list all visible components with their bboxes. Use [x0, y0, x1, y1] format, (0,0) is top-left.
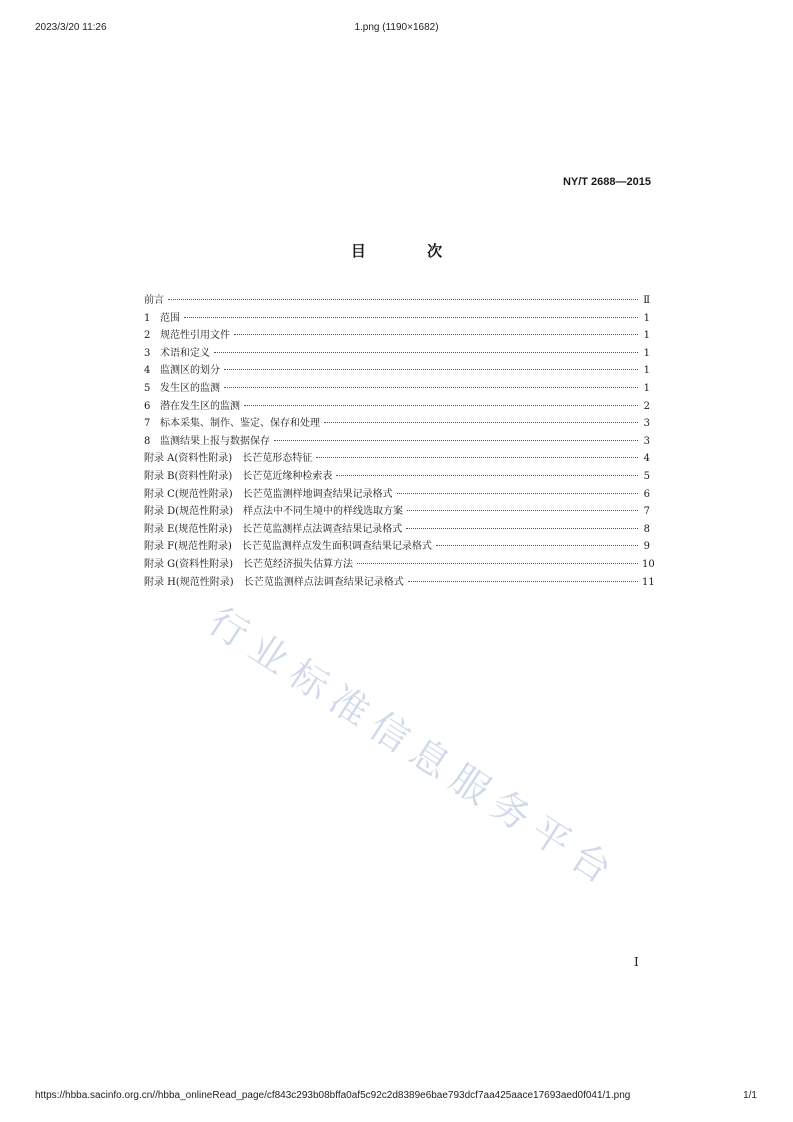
watermark: 行业标准信息服务平台 — [200, 598, 628, 898]
toc-entry-subtitle: 长芒苋监测样地调查结果记录格式 — [242, 488, 393, 500]
toc-entry-title: 范围 — [160, 312, 180, 324]
toc-entry-title: 附录 D(规范性附录) — [144, 506, 233, 518]
toc-entry[interactable] — [144, 433, 650, 451]
print-page-count: 1/1 — [743, 1090, 757, 1101]
toc-entry-title: 附录 F(规范性附录) — [144, 541, 232, 553]
toc-entry-label — [144, 486, 393, 504]
toc-entry-label — [144, 538, 432, 556]
toc-entry-title: 附录 G(资料性附录) — [144, 558, 233, 570]
toc-entry-subtitle: 长芒苋近缘种检索表 — [242, 470, 333, 482]
toc-dot-leader — [316, 457, 638, 458]
toc-entry-page: 7 — [643, 506, 650, 518]
toc-entry[interactable] — [144, 415, 650, 433]
toc-dot-leader — [234, 334, 638, 335]
toc-entry-title: 标本采集、制作、鉴定、保存和处理 — [160, 418, 320, 430]
toc-entry-page: 1 — [643, 347, 650, 359]
toc-entry[interactable] — [144, 310, 650, 328]
toc-entry[interactable] — [144, 521, 650, 539]
toc-entry-page: 3 — [643, 435, 650, 447]
toc-entry[interactable] — [144, 468, 650, 486]
toc-entry-page: 10 — [642, 558, 655, 570]
toc-entry-page: 2 — [643, 400, 650, 412]
page-number: I — [634, 955, 639, 969]
toc-entry-page: 1 — [643, 330, 650, 342]
toc-entry-subtitle: 长芒苋监测样点法调查结果记录格式 — [243, 576, 404, 588]
toc-dot-leader — [406, 528, 638, 529]
toc-entry-label — [144, 521, 402, 539]
toc-entry-subtitle: 长芒苋监测样点发生面积调查结果记录格式 — [241, 541, 432, 553]
toc-entry-page: 9 — [643, 541, 650, 553]
toc-entry-number: 8 — [144, 435, 151, 447]
toc-entry[interactable] — [144, 380, 650, 398]
toc-dot-leader — [436, 545, 638, 546]
toc-entry[interactable] — [144, 450, 650, 468]
toc-entry[interactable] — [144, 345, 650, 363]
toc-entry-number: 3 — [144, 347, 151, 359]
standard-code: NY/T 2688—2015 — [562, 176, 651, 188]
toc-entry[interactable] — [144, 292, 650, 310]
toc-dot-leader — [408, 581, 638, 582]
toc-entry-label — [160, 362, 220, 380]
toc-dot-leader — [244, 405, 638, 406]
toc-entry-title: 前言 — [144, 295, 164, 306]
toc-entry-label — [160, 327, 230, 345]
toc-title: 目 次 — [350, 242, 471, 260]
toc-entry[interactable] — [144, 398, 650, 416]
toc-dot-leader — [214, 352, 638, 353]
print-url: https://hbba.sacinfo.org.cn//hbba_onlineRead_page/cf843c293b08bffa0af5c92c2d8389e6bae793dcf7aa425aace17693aed0f041/1.png — [35, 1090, 631, 1101]
toc-entry[interactable] — [144, 574, 655, 592]
toc-entry-title: 术语和定义 — [160, 347, 210, 359]
toc-dot-leader — [168, 299, 638, 300]
toc-entry-label — [160, 415, 320, 433]
toc-entry-title: 发生区的监测 — [160, 382, 220, 394]
toc-entry-subtitle: 样点法中不同生境中的样线选取方案 — [243, 506, 403, 518]
toc-entry-page: 1 — [643, 365, 650, 377]
toc-entry-title: 附录 C(规范性附录) — [144, 488, 233, 500]
toc-entry-number: 2 — [144, 330, 151, 342]
print-timestamp: 2023/3/20 11:26 — [35, 22, 107, 33]
toc-dot-leader — [184, 317, 638, 318]
toc-entry-label — [160, 398, 240, 416]
toc-entry-number: 1 — [144, 312, 151, 324]
table-of-contents — [144, 292, 655, 591]
toc-entry-label — [144, 503, 403, 521]
toc-entry-page: 6 — [643, 488, 650, 500]
toc-entry-page: 1 — [643, 312, 650, 324]
toc-entry-label — [160, 310, 180, 328]
toc-entry-label — [144, 292, 164, 310]
toc-entry-label — [144, 556, 353, 574]
toc-entry-page: Ⅱ — [643, 295, 650, 306]
toc-entry-number: 7 — [144, 418, 151, 430]
toc-entry-title: 监测结果上报与数据保存 — [160, 435, 270, 447]
toc-dot-leader — [224, 387, 638, 388]
toc-entry-subtitle: 长芒苋经济损失估算方法 — [242, 558, 353, 570]
print-file-title: 1.png (1190×1682) — [354, 22, 439, 33]
toc-entry-label — [144, 450, 312, 468]
toc-entry[interactable] — [144, 362, 650, 380]
toc-entry[interactable] — [144, 503, 650, 521]
toc-entry-title: 附录 H(规范性附录) — [144, 576, 234, 588]
toc-entry-label — [144, 574, 404, 592]
toc-dot-leader — [224, 369, 638, 370]
toc-entry[interactable] — [144, 556, 655, 574]
toc-dot-leader — [357, 563, 638, 564]
toc-entry-title: 附录 E(规范性附录) — [144, 523, 233, 535]
toc-entry-title: 监测区的划分 — [160, 365, 220, 377]
toc-entry-subtitle: 长芒苋监测样点法调查结果记录格式 — [242, 523, 403, 535]
toc-entry-title: 规范性引用文件 — [160, 330, 230, 342]
toc-entry-label — [160, 433, 270, 451]
toc-entry-title: 潜在发生区的监测 — [160, 400, 240, 412]
toc-entry-subtitle: 长芒苋形态特征 — [242, 453, 313, 465]
toc-entry-page: 1 — [643, 382, 650, 394]
toc-entry[interactable] — [144, 486, 650, 504]
toc-dot-leader — [274, 440, 638, 441]
toc-entry-number: 6 — [144, 400, 151, 412]
toc-entry-page: 4 — [643, 453, 650, 465]
toc-dot-leader — [336, 475, 638, 476]
toc-entry-label — [144, 468, 332, 486]
toc-entry-title: 附录 B(资料性附录) — [144, 470, 233, 482]
toc-dot-leader — [324, 422, 638, 423]
toc-entry-page: 11 — [642, 576, 655, 588]
toc-entry[interactable] — [144, 538, 650, 556]
toc-entry-label — [160, 345, 210, 363]
toc-entry-title: 附录 A(资料性附录) — [144, 453, 233, 465]
toc-entry-label — [160, 380, 220, 398]
toc-dot-leader — [397, 493, 638, 494]
toc-entry-page: 8 — [643, 523, 650, 535]
toc-entry-number: 4 — [144, 365, 151, 377]
toc-dot-leader — [407, 510, 638, 511]
toc-entry[interactable] — [144, 327, 650, 345]
toc-entry-page: 5 — [643, 470, 650, 482]
toc-entry-number: 5 — [144, 382, 151, 394]
toc-entry-page: 3 — [643, 418, 650, 430]
